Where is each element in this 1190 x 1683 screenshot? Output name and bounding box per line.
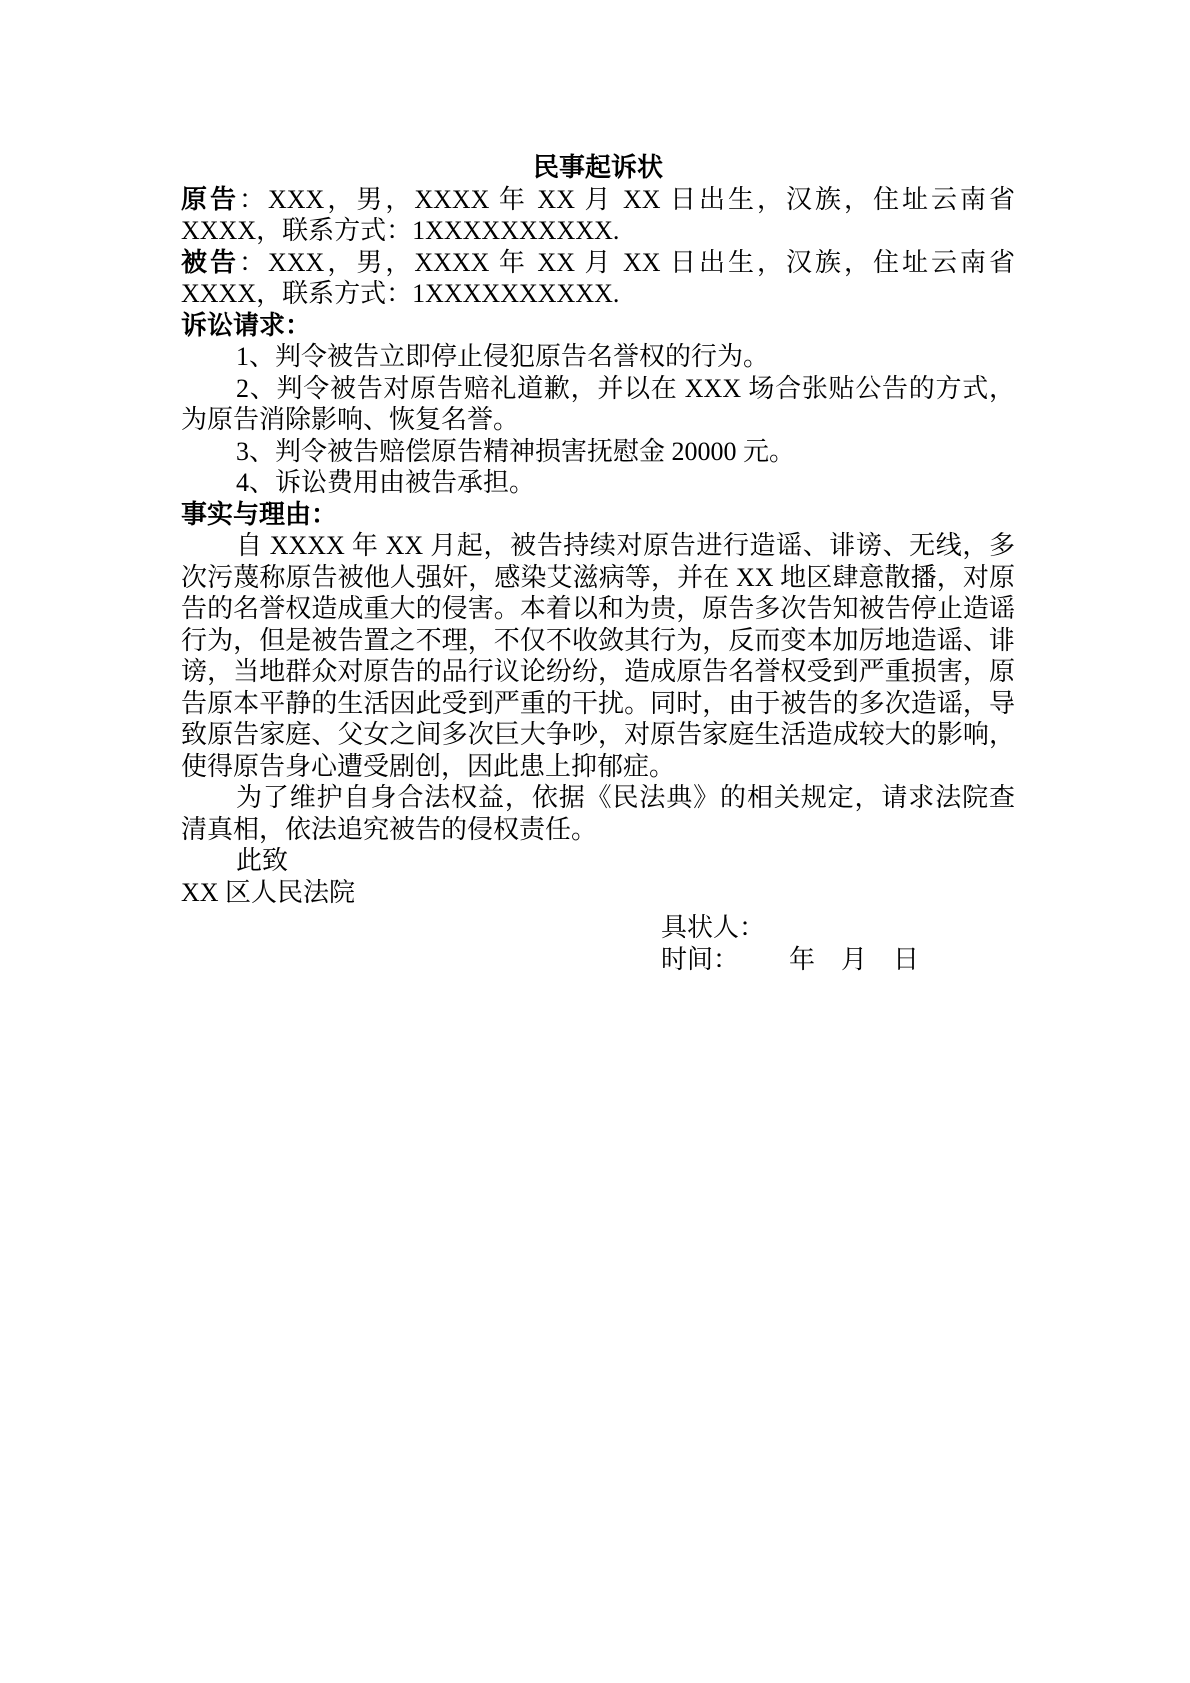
claim-item-3: 3、判令被告赔偿原告精神损害抚慰金 20000 元。	[236, 436, 796, 466]
signer-line	[661, 912, 1015, 944]
defendant-text: ：XXX，男，XXXX 年 XX 月 XX 日出生，汉族，住址云南省XXXX，联系方式：1XXXXXXXXXX.	[181, 247, 1015, 308]
court-name: XX 区人民法院	[181, 877, 356, 907]
document-title: 民事起诉状	[532, 153, 663, 182]
claim-item-4: 4、诉讼费用由被告承担。	[236, 468, 536, 497]
claims-heading: 诉讼请求：	[181, 310, 312, 340]
date-month: 月	[841, 944, 868, 974]
plaintiff-info	[181, 184, 1015, 247]
plaintiff-text: ：XXX，男，XXXX 年 XX 月 XX 日出生，汉族，住址云南省XXXX，联系方式：1XXXXXXXXXX.	[181, 184, 1015, 245]
facts-paragraph-2: 为了维护自身合法权益，依据《民法典》的相关规定，请求法院查清真相，依法追究被告的侵权责任。	[181, 783, 1015, 844]
date-line	[661, 944, 1015, 976]
defendant-info	[181, 247, 1015, 310]
date-label: 时间：	[661, 944, 740, 974]
facts-paragraph-1: 自 XXXX 年 XX 月起，被告持续对原告进行造谣、诽谤、无线，多次污蔑称原告被他人强奸，感染艾滋病等，并在 XX 地区肆意散播，对原告的名誉权造成重大的侵害。本着以和为贵，原告多次告知被告停止造谣行为，但是被告置之不理，不仅不收敛其行为，反而变本加厉地造谣、诽谤，当地群众对原告的品行议论纷纷，造成原告名誉权受到严重损害，原告原本平静的生活因此受到严重的干扰。同时，由于被告的多次造谣，导致原告家庭、父女之间多次巨大争吵，对原告家庭生活造成较大的影响，使得原告身心遭受剧创，因此患上抑郁症。	[181, 531, 1015, 781]
facts-heading: 事实与理由：	[181, 499, 338, 529]
document-body	[181, 152, 1015, 975]
defendant-label: 被告	[181, 247, 239, 277]
claim-item-2: 2、判令被告对原告赔礼道歉，并以在 XXX 场合张贴公告的方式，为原告消除影响、恢复名誉。	[181, 373, 1015, 434]
salutation: 此致	[236, 846, 289, 875]
plaintiff-label: 原告	[181, 184, 239, 214]
date-year: 年	[789, 944, 816, 974]
signer-label: 具状人：	[661, 913, 766, 942]
date-day: 日	[893, 944, 920, 974]
claim-item-1: 1、判令被告立即停止侵犯原告名誉权的行为。	[236, 342, 770, 371]
signature-block	[661, 912, 1015, 975]
